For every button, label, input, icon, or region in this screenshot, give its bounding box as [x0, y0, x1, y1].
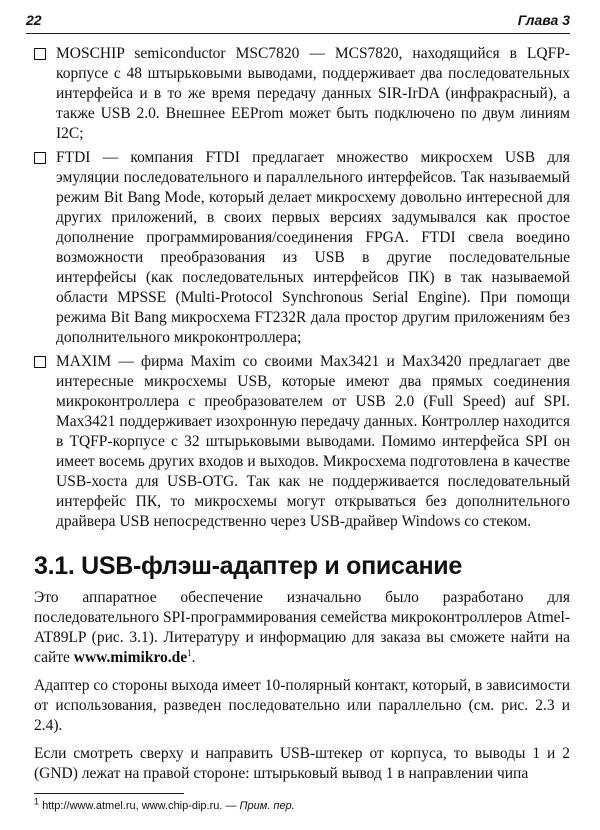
paragraph-end: . [191, 649, 196, 666]
section-body [34, 588, 570, 792]
footnote-text: http://www.atmel.ru, www.chip-dip.ru. — [42, 800, 240, 812]
website-link[interactable]: www.mimikro.de [73, 649, 188, 666]
list-item-ftdi [34, 148, 570, 348]
paragraph: Если смотреть сверху и направить USB-штекер от корпуса, то выводы 1 и 2 (GND) лежат на правой стороне: штырьковый вывод 1 в направлении чипа [34, 745, 570, 782]
running-header [26, 10, 570, 32]
section-heading: 3.1. USB-флэш-адаптер и описание [34, 552, 462, 580]
page-number: 22 [26, 12, 42, 28]
footnote [34, 796, 295, 812]
bullet-box-icon [34, 152, 46, 164]
list-item-moschip [34, 44, 570, 144]
chapter-title: Глава 3 [517, 12, 570, 28]
header-divider [26, 33, 570, 34]
bullet-box-icon [34, 356, 46, 368]
list-item-text: MOSCHIP semiconductor MSC7820 — MCS7820, находящийся в LQFP-корпусе с 48 штырьковыми выводами, поддерживает два последовательных интерфейса и в то же время передачу данных SIR-IrDA (инфракрасный), а также USB 2.0. Внешнее EEProm может быть подключено по двум линиям I2C; [56, 45, 570, 142]
bullet-list [34, 44, 570, 536]
footnote-note: Прим. пер. [239, 800, 295, 812]
footnote-mark: 1 [187, 647, 192, 658]
paragraph [34, 588, 570, 668]
footnote-mark: 1 [34, 796, 40, 807]
footnote-divider [34, 793, 184, 794]
list-item-text: FTDI — компания FTDI предлагает множество микросхем USB для эмуляции последовательного и параллельного интерфейсов. Так называемый режим Bit Bang Mode, который делает микросхему довольно интересной для других приложений, в своих первых версиях задумывался как простое дополнение программирования/соединения FPGA. FTDI свела воедино возможности преобразования из USB в другие последовательные интерфейсы (как последовательных интерфейсов ПК) в так называемой области MPSSE (Multi-Protocol Synchronous Serial Engine). При помощи режима Bit Bang микросхема FT232R дала простор другим приложениям без дополнительного микроконтроллера; [56, 149, 570, 346]
paragraph: Адаптер со стороны выхода имеет 10-полярный контакт, который, в зависимости от использования, разведен последовательно или параллельно (см. рис. 2.3 и 2.4). [34, 677, 570, 734]
bullet-box-icon [34, 48, 46, 60]
paragraph-text: Это аппаратное обеспечение изначально было разработано для последовательного SPI-программирования семейства микроконтроллеров Atmel-AT89LP (рис. 3.1). Литературу и информацию для заказа вы сможете найти на сайте [34, 589, 570, 666]
list-item-maxim [34, 352, 570, 532]
list-item-text: MAXIM — фирма Maxim со своими Max3421 и Max3420 предлагает две интересные микросхемы USB, которые имеют два прямых соединения микроконтроллера с преобразователем от USB 2.0 (Full Speed) auf SPI. Max3421 поддерживает изохронную передачу данных. Контроллер находится в TQFP-корпусе с 32 штырьковыми выводами. Помимо интерфейса SPI он имеет восемь других входов и выходов. Микросхема подготовлена в качестве USB-хоста для USB-OTG. Так как не поддерживается последовательный интерфейс ПК, то микросхемы могут открываться без дополнительного драйвера USB непосредственно через USB-драйвер Windows со стеком. [56, 353, 570, 530]
